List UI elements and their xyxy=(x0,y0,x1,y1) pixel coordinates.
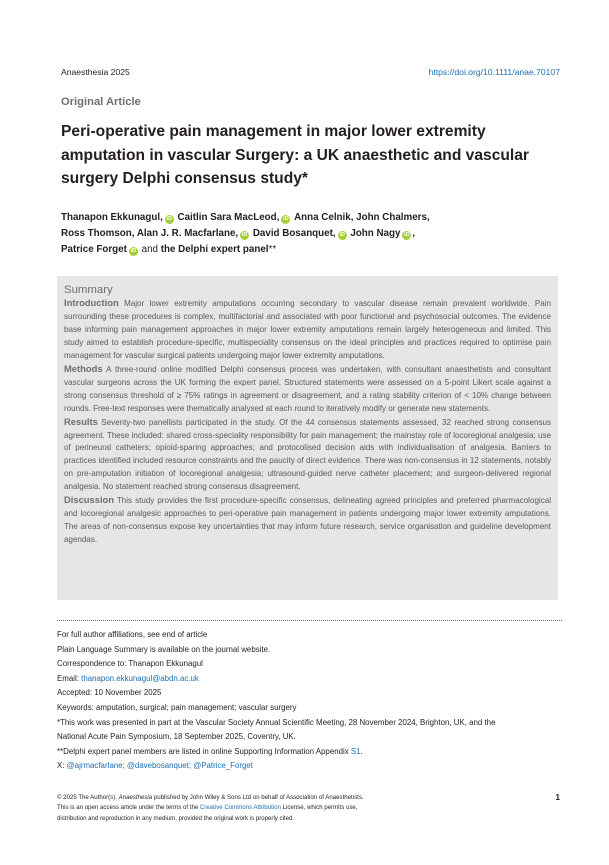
author-name: Thanapon Ekkunagul, xyxy=(61,212,163,223)
appendix-link[interactable]: S1 xyxy=(350,746,361,756)
summary-results xyxy=(64,416,551,495)
x-handles-link[interactable]: @ajrmacfarlane; @davebosanquet; @Patrice_Forget xyxy=(66,761,253,771)
presentation-note xyxy=(57,716,567,745)
summary-heading: Summary xyxy=(64,284,113,296)
introduction-label: Introduction xyxy=(64,297,119,308)
summary-introduction xyxy=(64,297,551,363)
affiliations-note: For full author affiliations, see end of article xyxy=(57,630,208,639)
social-handles xyxy=(57,759,567,774)
presentation-note-line2: National Acute Pain Symposium, 18 September 2025, Coventry, UK. xyxy=(57,732,296,742)
results-label: Results xyxy=(64,415,98,427)
author-separator: , xyxy=(412,228,416,240)
discussion-text: This study provides the first procedure-specific consensus, delineating agreed principles and preferred pharmacological and locoregional analgesic approaches to peri-operative pain management in patients undergoing major lower extremity amputations. The areas of non-consensus expose key uncertainties that may inform future research, service organisation and guideline development agendas. xyxy=(64,496,551,545)
journal-issue: Anaesthesia 2025 xyxy=(61,67,130,77)
author-name: Ross Thomson, Alan J. R. Macfarlane, xyxy=(61,228,239,240)
keywords: Keywords: amputation, surgical; pain management; vascular surgery xyxy=(57,702,297,712)
methods-label: Methods xyxy=(64,362,103,374)
summary-box xyxy=(57,276,558,600)
email-link[interactable]: thanapon.ekkunagul@abdn.ac.uk xyxy=(81,673,199,683)
section-label: Original Article xyxy=(61,96,141,108)
author-conjunction: and xyxy=(141,244,158,256)
article-metadata xyxy=(57,628,567,774)
author-list xyxy=(61,210,561,259)
author-name: Caitlin Sara MacLeod, xyxy=(177,212,280,223)
orcid-icon[interactable]: iD xyxy=(241,232,248,239)
license-text-pre: This is an open access article under the terms of the xyxy=(57,804,199,812)
panel-note-text: **Delphi expert panel members are listed in online Supporting Information Appendix xyxy=(57,746,349,756)
page-number: 1 xyxy=(555,792,560,802)
orcid-icon[interactable]: iD xyxy=(166,216,173,222)
results-text: Seventy-two panellists participated in the study. Of the 44 consensus statements assessed, 32 reached strong consensus agreement. These included: shared cross-speciality responsibility for pain management; the mainstay role of locoregional analgesia; use of perineural catheters; opioid-sparing approaches; and protocolised decision aids with individualisation of analgesia. Barriers to practices identified included resource constraints and the paucity of direct evidence. There was non-consensus in 12 statements, notably on pre-amputation initiation of locoregional analgesia; ultrasound-guided nerve catheter placement; and surgeon-delivered regional analgesia. No statement reached strong consensus disagreement. xyxy=(64,417,551,492)
methods-text: A three-round online modified Delphi consensus process was undertaken, with consultant anaesthetists and consultant vascular surgeons across the UK forming the expert panel. Structured statements were assessed on a 5-point Likert scale against a strong consensus threshold of ≥ 75% ratings in agreement or disagreement, and a rating stability criterion of < 10% change between rounds. Free-text responses were thematically analysed at each round to iteratively modify or generate new statements. xyxy=(64,364,551,413)
discussion-label: Discussion xyxy=(64,494,115,506)
email-row xyxy=(57,672,567,687)
copyright-line1 xyxy=(57,794,364,801)
x-label: X: xyxy=(57,761,65,771)
copyright-footer xyxy=(57,793,487,824)
panel-note-end: . xyxy=(360,746,363,756)
orcid-icon[interactable]: iD xyxy=(283,216,289,222)
author-name: John Nagy xyxy=(350,228,401,240)
author-group: the Delphi expert panel xyxy=(160,244,269,256)
presentation-note-line1: *This work was presented in part at the Vascular Society Annual Scientific Meeting, 28 November 2024, Brighton, UK, and the xyxy=(57,717,496,727)
orcid-icon[interactable]: iD xyxy=(339,232,345,239)
doi-link[interactable]: https://doi.org/10.1111/anae.70107 xyxy=(428,67,560,77)
copyright-line2 xyxy=(57,804,357,811)
introduction-text: Major lower extremity amputations occurring secondary to vascular disease remain prevalent worldwide. Pain surrounding these procedures is complex, multifactorial and associated with poor functional and psychosocial outcomes. The evidence base informing pain management approaches in major lower extremity amputations remain largely heterogeneous and limited. This study aimed to establish procedure-specific, multispeciality consensus on the ideal principles and practices required to optimise pain management for vascular surgical patients undergoing major lower extremity amputations. xyxy=(64,299,551,360)
author-name: David Bosanquet, xyxy=(252,228,336,240)
orcid-icon[interactable]: iD xyxy=(404,232,410,239)
author-name: Anna Celnik, John Chalmers, xyxy=(294,212,430,223)
license-text-post: License, which permits use, xyxy=(282,804,358,812)
copyright-line3: distribution and reproduction in any medium, provided the original work is properly cited. xyxy=(57,814,295,822)
email-label: Email: xyxy=(57,673,79,683)
copyright-text: © 2025 The Author(s). xyxy=(57,794,117,801)
summary-methods xyxy=(64,363,551,416)
license-link[interactable]: Creative Commons Attribution xyxy=(199,804,281,812)
correspondence: Correspondence to: Thanapon Ekkunagul xyxy=(57,659,203,669)
author-group-mark: ** xyxy=(268,244,277,256)
journal-name: Anaesthesia xyxy=(118,794,153,801)
publisher-text: published by John Wiley & Sons Ltd on behalf of Association of Anaesthetists. xyxy=(153,794,364,801)
summary-discussion xyxy=(64,494,551,547)
panel-note xyxy=(57,745,567,760)
orcid-icon[interactable]: iD xyxy=(130,248,137,255)
author-name: Patrice Forget xyxy=(61,244,127,256)
section-divider xyxy=(57,620,562,621)
accepted-date: Accepted: 10 November 2025 xyxy=(57,688,162,698)
article-title: Peri-operative pain management in major lower extremity amputation in vascular Surgery: a UK anaesthetic and vascular surgery Delphi consensus study* xyxy=(61,123,529,188)
plain-language-note: Plain Language Summary is available on the journal website. xyxy=(57,644,271,654)
